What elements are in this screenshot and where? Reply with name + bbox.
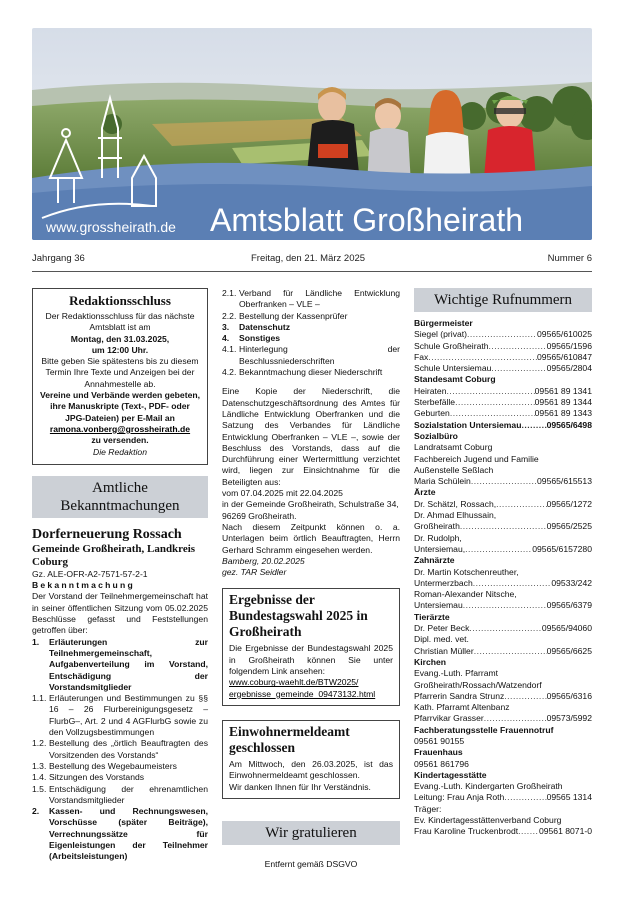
phone-leader [460, 521, 547, 532]
phone-label: Untersiemau, [414, 543, 466, 554]
phone-leader [489, 341, 547, 352]
agenda-item-number: 1.4. [32, 772, 47, 783]
phone-row [414, 397, 592, 408]
column-left [32, 288, 208, 863]
phone-row [414, 826, 592, 837]
agenda-item-number: 1.3. [32, 760, 47, 771]
phone-leader [473, 578, 552, 589]
phone-row [414, 521, 592, 532]
phone-leader [518, 826, 539, 837]
dorf-signature: Bamberg, 20.02.2025 [222, 555, 305, 566]
phone-number: 09565/610847 [537, 351, 592, 362]
phone-category: Kirchen [414, 656, 446, 667]
phone-number: 09565/6379 [546, 600, 592, 611]
phone-number: 09565/94060 [541, 623, 592, 634]
redaktion-box [32, 288, 208, 465]
einwohner-title: Einwohnermeldeamt geschlossen [229, 723, 350, 755]
agenda-item [32, 637, 208, 693]
phone-number: 09565/615513 [537, 476, 592, 487]
redaktion-text: Der Redaktionsschluss für das nächste Amtsblatt ist am [45, 311, 195, 333]
gratulieren-band: Wir gratulieren [222, 821, 400, 845]
agenda-item-text: Erläuterungen zur Teilnehmergemeinschaft, Aufgabenverteilung im Vorstand, Entschädigung der Vorstandsmitglieder [49, 636, 208, 692]
phone-leader [467, 329, 537, 340]
phone-text: Kath. Pfarramt Altenbanz [414, 702, 510, 713]
phone-leader [474, 646, 547, 657]
phone-leader [455, 397, 535, 408]
phone-leader [496, 499, 546, 510]
wahl-link[interactable]: www.coburg-waehlt.de/BTW2025/ ergebnisse_gemeinde_09473132.html [229, 677, 376, 699]
redaktion-email-link[interactable]: ramona.vonberg@grossheirath.de [49, 423, 191, 434]
agenda-item-number: 4.2. [222, 367, 237, 378]
agenda-item [222, 322, 400, 333]
agenda-item-number: 1.1. [32, 693, 47, 704]
dorf-location: in der Gemeinde Großheirath, Schulstraße 34, 96269 Großheirath. [222, 499, 399, 521]
phone-label: Dr. Peter Beck [414, 623, 470, 634]
agenda-item [32, 738, 208, 761]
amtlich-band: Amtliche Bekanntmachungen [32, 476, 208, 518]
agenda-item [222, 344, 400, 367]
dorf-intro: Der Vorstand der Teilnehmergemeinschaft hat in seiner öffentlichen Sitzung vom 05.02.2025 Beschlüsse gefasst und Feststellungen getroffen über: [32, 591, 208, 636]
agenda-item [32, 806, 208, 862]
phone-row [414, 341, 592, 352]
phone-label: Geburten [414, 408, 450, 419]
phone-number: 09565/6625 [546, 645, 592, 656]
phone-number: 09565/6498 [546, 419, 592, 430]
phone-leader [469, 623, 541, 634]
phone-row [414, 578, 592, 589]
phone-text: Träger: [414, 803, 442, 814]
dorf-paragraph: Nach diesem Zeitpunkt können o. a. Unterlagen beim örtlich Beauftragten, Herrn Gerhard Schramm eingesehen werden. [222, 521, 400, 555]
phone-category: Bürgermeister [414, 318, 473, 328]
phone-label: Leitung: Frau Anja Roth [414, 792, 505, 803]
agenda-item [222, 288, 400, 311]
dorf-bekanntmachung: Bekanntmachung [32, 580, 135, 591]
phone-number: 09565/1272 [546, 498, 592, 509]
dorf-items [32, 637, 208, 863]
dorf-signature: gez. TAR Seidler [222, 567, 287, 578]
phone-leader [471, 476, 537, 487]
agenda-item-number: 2. [32, 806, 40, 817]
phone-category: Tierärzte [414, 611, 450, 622]
phone-label: Schule Untersiemau [414, 363, 492, 374]
wahl-title: Ergebnisse der Bundestagswahl 2025 in Großheirath [229, 592, 368, 640]
dorf-items-cont [222, 288, 400, 378]
phone-label: Frau Karoline Truckenbrodt [414, 826, 519, 837]
dorf-title: Dorferneuerung Rossach [32, 526, 182, 542]
agenda-item-text: Bekanntmachung dieser Niederschrift [239, 367, 383, 378]
phone-category: Fachberatungsstelle Frauennotruf [414, 724, 554, 735]
phone-row [414, 476, 592, 487]
issue-number: Nummer 6 [547, 253, 592, 264]
phone-row [414, 544, 592, 555]
phone-category: Sozialbüro [414, 430, 458, 441]
agenda-item-text: Bestellung des Wegebaumeisters [49, 760, 177, 771]
dorf-paragraph: Eine Kopie der Niederschrift, die Datenschutzgeschäftsordnung des Amtes für Ländliche Entwicklung Oberfranken und die Satzung des Verbandes für Ländliche Entwicklung Oberfranken – VLE –, sowie der Beschluss des Vorstands, dass auf die Durchführung einer Wertermittlung verzichtet wird, liegen zur Einsichtnahme für die Beteiligten aus: [222, 386, 400, 487]
agenda-item-text: Datenschutz [239, 321, 291, 332]
masthead-title: Amtsblatt Großheirath [210, 202, 523, 238]
wahl-box [222, 588, 400, 705]
phone-category: Zahnärzte [414, 555, 455, 566]
agenda-item-text: Kassen- und Rechnungswesen, Vorschüsse (später Beiträge), Verrechnungssätze für Eigenleistungen der Teilnehmer (Arbeitsleistungen) [49, 806, 208, 862]
phone-row [414, 792, 592, 803]
wahl-text: Die Ergebnisse der Bundestagswahl 2025 in Großheirath können Sie unter folgendem Link ansehen: [229, 643, 393, 677]
einwohner-text: Wir danken Ihnen für Ihr Verständnis. [229, 781, 371, 792]
agenda-item-number: 4.1. [222, 344, 237, 355]
phone-text: Fachbereich Jugend und Familie [414, 453, 539, 464]
agenda-item [222, 311, 400, 322]
phone-leader [446, 386, 534, 397]
agenda-item-text: Bestellung der Kassenprüfer [239, 310, 348, 321]
phone-label: Fax [414, 351, 429, 362]
rufnummern-band: Wichtige Rufnummern [414, 288, 592, 312]
phone-row [414, 499, 592, 510]
redaktion-text: Vereine und Verbände werden gebeten, ihre Manuskripte (Text-, PDF- oder JPG-Dateien) per E-Mail an [40, 390, 200, 423]
phone-label: Sterbefälle [414, 397, 456, 408]
phone-number: 09561 89 1341 [534, 385, 592, 396]
phone-leader [428, 352, 537, 363]
phone-text: Dr. Martin Kotschenreuther, [414, 566, 519, 577]
phone-label: Maria Schülein [414, 476, 471, 487]
phone-label: Untersiemau [414, 600, 463, 611]
phone-row [414, 691, 592, 702]
phone-row [414, 600, 592, 611]
phone-leader [504, 792, 546, 803]
agenda-item-text: Sitzungen des Vorstands [49, 772, 145, 783]
phone-leader [465, 544, 532, 555]
agenda-item-number: 1.2. [32, 738, 47, 749]
redaktion-date: Montag, den 31.03.2025, [70, 333, 170, 344]
phone-category: Kindertagesstätte [414, 769, 487, 780]
einwohner-box [222, 720, 400, 799]
phone-number: 09573/5992 [546, 713, 592, 724]
phone-number: 09565/2804 [546, 363, 592, 374]
agenda-item [222, 367, 400, 378]
gratulieren-note: Entfernt gemäß DSGVO [264, 858, 358, 869]
phone-number: 09565/6316 [546, 690, 592, 701]
phone-label: Siegel (privat) [414, 329, 468, 340]
phone-text: Dipl. med. vet. [414, 634, 469, 645]
masthead-graphic [32, 28, 592, 240]
header-rule [32, 271, 592, 272]
phone-category: Ärzte [414, 487, 436, 498]
einwohner-text: Am Mittwoch, den 26.03.2025, ist das Einwohnermeldeamt geschlossen. [229, 758, 393, 781]
phone-label: Christian Müller [414, 645, 474, 656]
masthead [32, 28, 592, 240]
phone-label: Pfarrerin Sandra Strunz [414, 690, 505, 701]
phone-number: 09561 89 1344 [534, 397, 592, 408]
phone-leader [504, 691, 546, 702]
phone-text: Roman-Alexander Nitsche, [414, 589, 517, 600]
agenda-item-text: Entschädigung der ehrenamtlichen Vorstandsmitglieder [49, 783, 208, 805]
agenda-item-number: 4. [222, 333, 230, 344]
agenda-item [32, 693, 208, 738]
phone-text: Landratsamt Coburg [414, 442, 493, 453]
phone-row [414, 352, 592, 363]
phone-category: Frauenhaus [414, 747, 463, 758]
phone-text: Evang.-Luth. Pfarramt [414, 668, 499, 679]
website-label: www.grossheirath.de [46, 219, 176, 235]
agenda-item-text: Hinterlegung der Beschlussniederschriften [239, 344, 400, 366]
agenda-item [32, 772, 208, 783]
agenda-item-number: 1. [32, 636, 40, 647]
phone-label: Sozialstation Untersiemau [414, 419, 522, 430]
phone-number: 09565/1596 [546, 340, 592, 351]
phone-leader [521, 420, 546, 431]
agenda-item-number: 3. [222, 321, 230, 332]
phone-text: 09561 861796 [414, 758, 469, 769]
dorf-subtitle: Gemeinde Großheirath, Landkreis Coburg [32, 542, 196, 568]
agenda-item [32, 784, 208, 807]
phone-category: Standesamt Coburg [414, 374, 496, 385]
phone-number: 09565/610025 [537, 329, 592, 340]
phone-leader [463, 600, 547, 611]
phone-number: 09561 8071-0 [538, 826, 592, 837]
phone-number: 09533/242 [551, 577, 592, 588]
agenda-item-text: Verband für Ländliche Entwicklung Oberfranken – VLE – [239, 288, 400, 310]
phone-label: Schule Großheirath [414, 340, 489, 351]
phone-row [414, 713, 592, 724]
phone-row [414, 408, 592, 419]
phone-row [414, 329, 592, 340]
phone-text: Dr. Rudolph, [414, 532, 462, 543]
dorf-period: vom 07.04.2025 mit 22.04.2025 [222, 488, 343, 499]
redaktion-title: Redaktionsschluss [69, 293, 171, 308]
phone-row [414, 646, 592, 657]
phone-number: 09565/6157280 [532, 543, 592, 554]
agenda-item-number: 2.2. [222, 310, 237, 321]
phone-label: Großheirath [414, 521, 460, 532]
phone-label: Pfarrvikar Grasser [414, 713, 484, 724]
phone-label: Heiraten [414, 385, 447, 396]
phone-label: Dr. Schätzl, Rossach, [414, 498, 497, 509]
phone-number: 09565 1314 [546, 792, 592, 803]
agenda-item-number: 1.5. [32, 783, 47, 794]
phone-leader [491, 363, 546, 374]
redaktion-text: zu versenden. [91, 435, 149, 446]
agenda-item-text: Bestellung des „örtlich Beauftragten des Vorsitzenden des Vorstands“ [49, 738, 208, 760]
phone-row [414, 420, 592, 431]
column-middle [222, 288, 400, 870]
dorf-gz: Gz. ALE-OFR-A2-7571-57-2-1 [32, 568, 148, 579]
phone-leader [450, 408, 535, 419]
phone-text: Außenstelle Seßlach [414, 464, 494, 475]
agenda-item-number: 2.1. [222, 288, 237, 298]
phone-row [414, 623, 592, 634]
agenda-item-text: Erläuterungen und Bestimmungen zu §§ 16 – 26 Flurbereinigungsgesetz – FlurbG–, Art. 2 und 4 AGFlurbG sowie zu den Vollzugsbestimmungen [49, 693, 208, 738]
redaktion-text: Bitte geben Sie spätestens bis zu diesem Termin Ihre Texte und Anzeigen bei der Annahmestelle ab. [41, 356, 199, 389]
phone-leader [484, 713, 547, 724]
rufnummern-list [414, 318, 592, 838]
phone-text: Evang.-Luth. Kindergarten Großheirath [414, 781, 563, 792]
phone-row [414, 386, 592, 397]
phone-number: 09565/2525 [546, 521, 592, 532]
phone-label: Untermerzbach [414, 577, 473, 588]
phone-row [414, 363, 592, 374]
phone-text: 09561 90155 [414, 735, 465, 746]
phone-number: 09561 89 1343 [534, 408, 592, 419]
issue-year: Jahrgang 36 [32, 253, 85, 264]
redaktion-time: um 12:00 Uhr. [91, 344, 149, 355]
redaktion-signature: Die Redaktion [93, 446, 147, 457]
phone-text: Ev. Kindertagesstättenverband Coburg [414, 815, 562, 826]
agenda-item [32, 761, 208, 772]
phone-text: Dr. Ahmad Elhussain, [414, 510, 497, 521]
agenda-item-text: Sonstiges [239, 333, 281, 344]
issue-date: Freitag, den 21. März 2025 [251, 253, 366, 264]
column-right [414, 288, 592, 838]
agenda-item [222, 333, 400, 344]
phone-text: Großheirath/Rossach/Watzendorf [414, 679, 542, 690]
